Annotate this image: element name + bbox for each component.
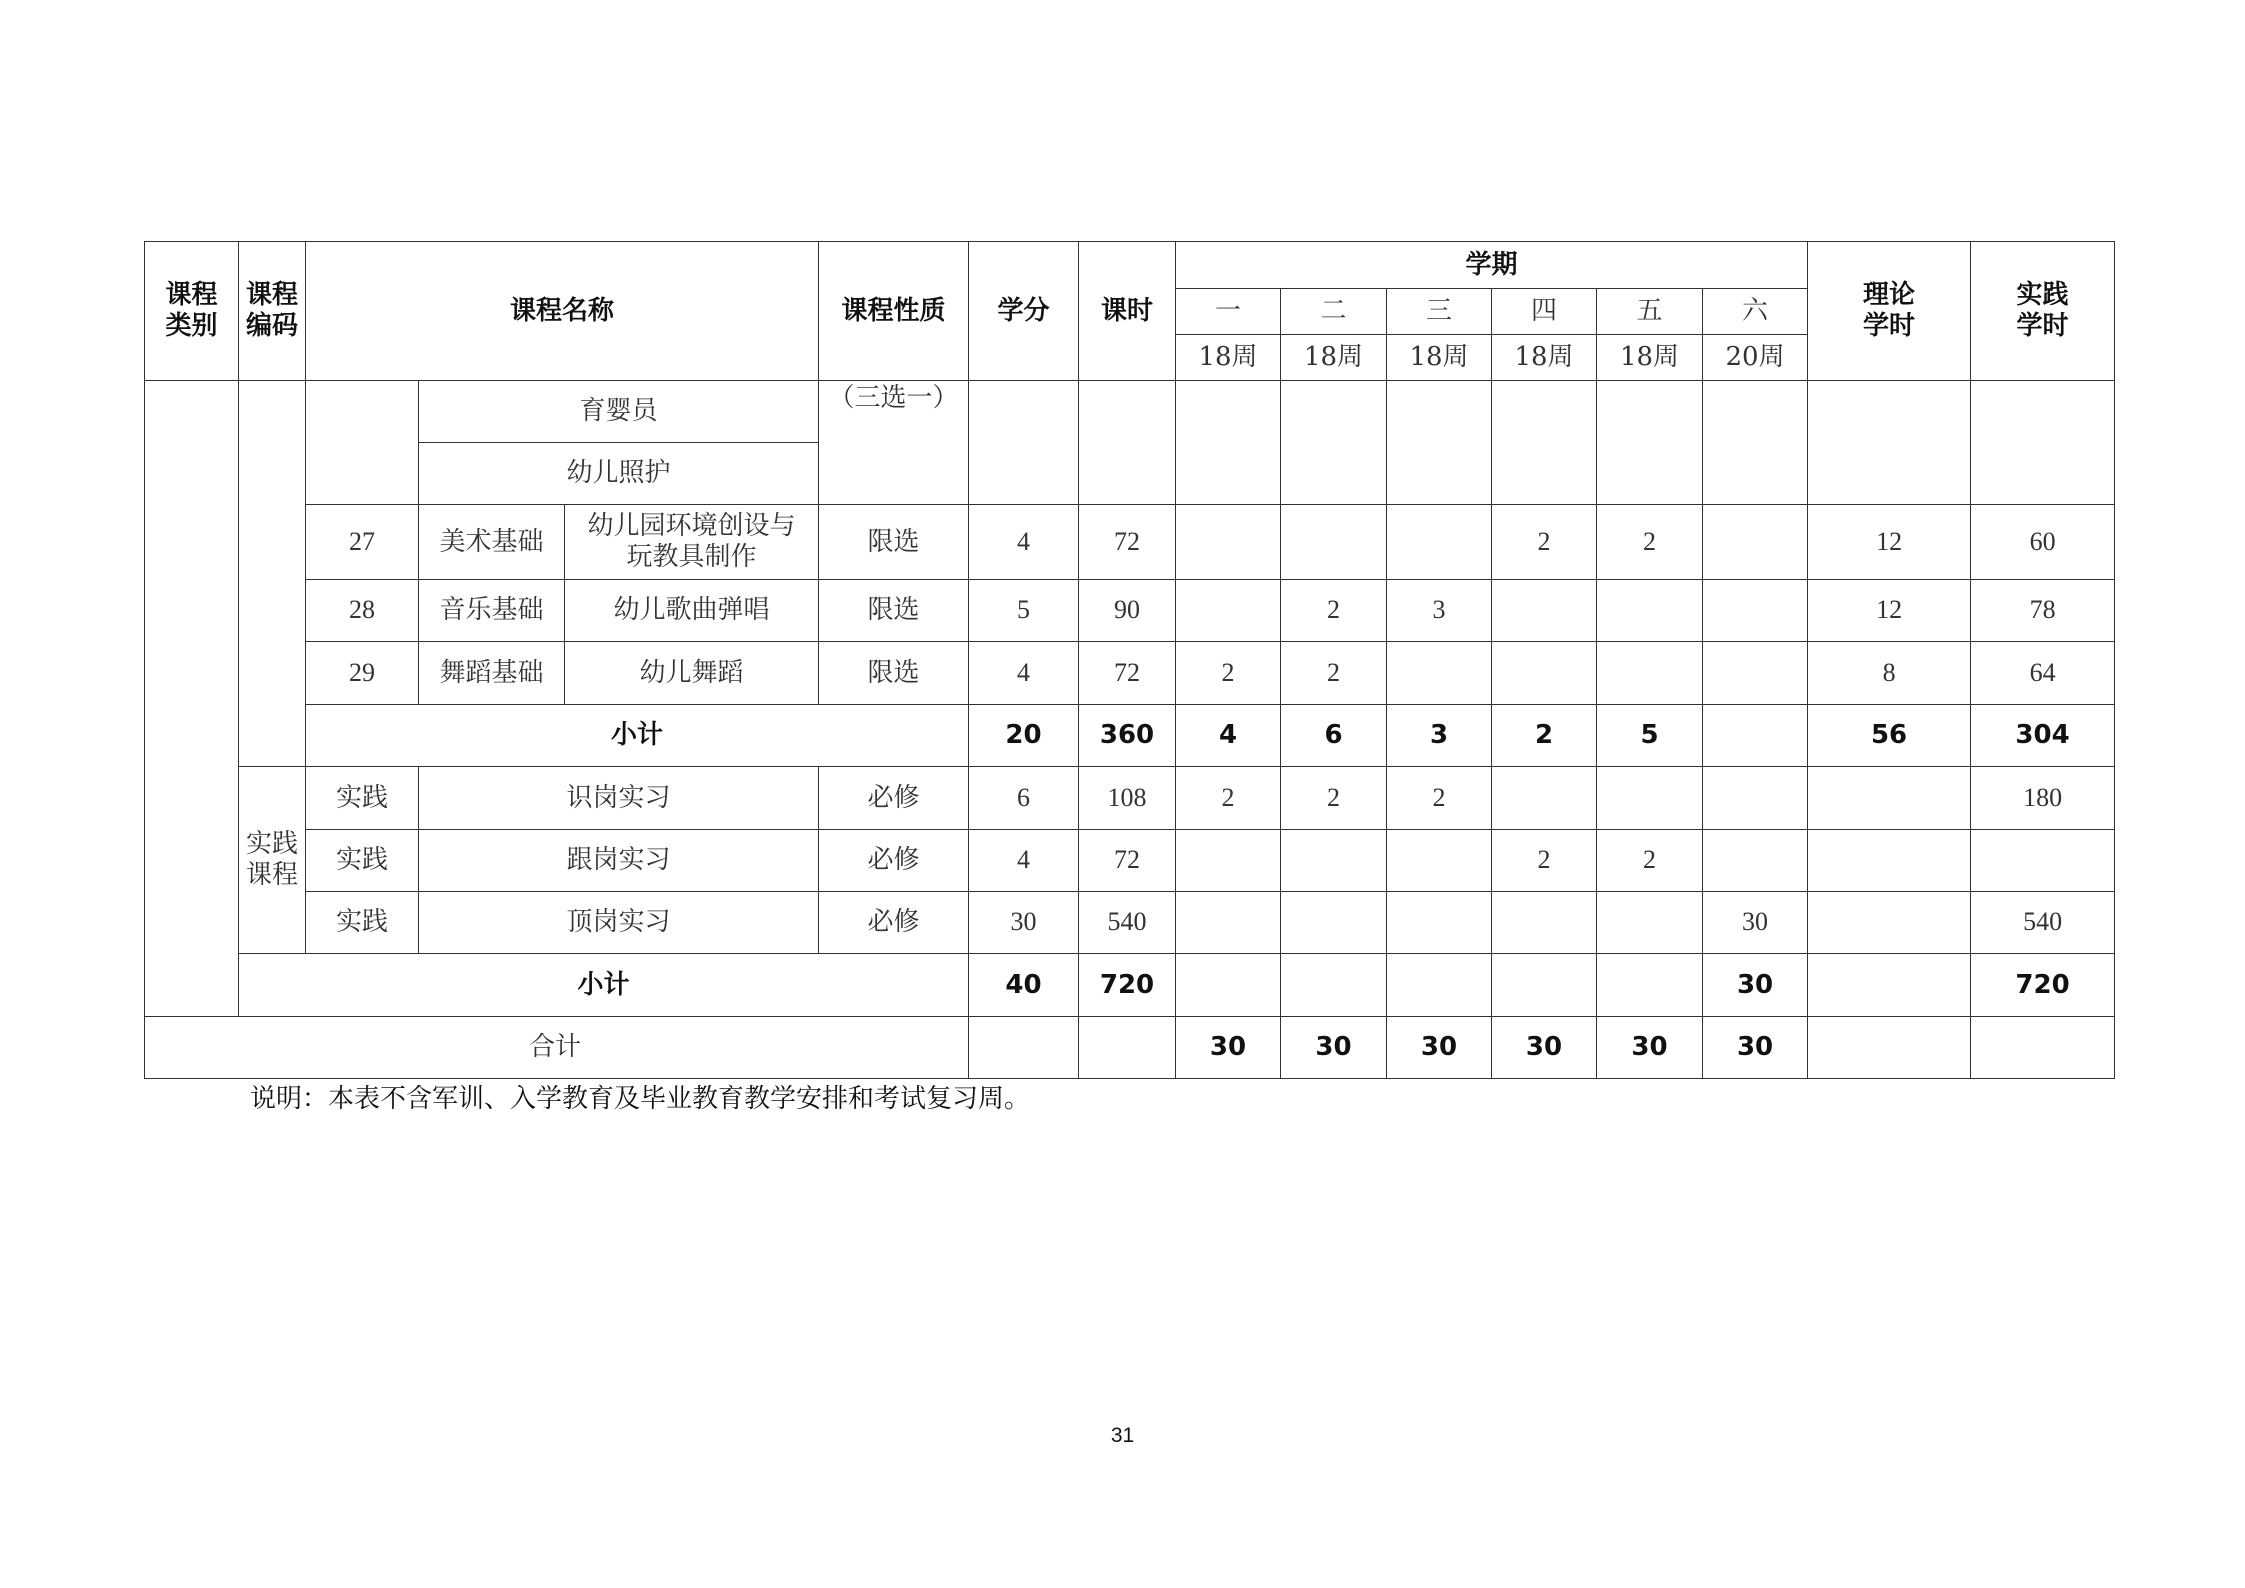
course-nature: 限选	[819, 580, 969, 642]
term-value	[1703, 505, 1808, 580]
term-value: 2	[1597, 505, 1703, 580]
term-value: 2	[1597, 830, 1703, 892]
course-nature: （三选一）	[819, 381, 969, 505]
term-value: 2	[1281, 642, 1387, 705]
course-name: 幼儿照护	[419, 443, 819, 505]
term-value: 2	[1492, 830, 1597, 892]
total-row	[145, 1017, 2115, 1079]
term-value	[1387, 642, 1492, 705]
subtotal-label: 小计	[239, 954, 969, 1017]
course-hours: 72	[1079, 505, 1176, 580]
table-row	[145, 381, 2115, 443]
empty-cell	[1703, 381, 1808, 505]
subtotal-row	[145, 954, 2115, 1017]
term-value	[1387, 892, 1492, 954]
subtotal-practice: 304	[1971, 705, 2115, 767]
course-name: 识岗实习	[419, 767, 819, 830]
table-row	[145, 767, 2115, 830]
course-nature: 必修	[819, 830, 969, 892]
curriculum-table	[144, 241, 2115, 1079]
course-name: 顶岗实习	[419, 892, 819, 954]
term-value	[1703, 642, 1808, 705]
term-value	[1492, 642, 1597, 705]
subtotal-theory: 56	[1808, 705, 1971, 767]
term-value: 2	[1281, 767, 1387, 830]
term-weeks: 18周	[1176, 335, 1281, 381]
term-value	[1176, 830, 1281, 892]
course-hours: 72	[1079, 642, 1176, 705]
empty-cell	[1387, 381, 1492, 505]
term-value	[1492, 580, 1597, 642]
practice-hours: 540	[1971, 892, 2115, 954]
total-term: 30	[1281, 1017, 1387, 1079]
total-term: 30	[1387, 1017, 1492, 1079]
total-term: 30	[1597, 1017, 1703, 1079]
practice-hours: 180	[1971, 767, 2115, 830]
category-cell	[145, 381, 239, 1017]
empty-cell	[1808, 381, 1971, 505]
term-weeks: 18周	[1281, 335, 1387, 381]
term-value: 2	[1492, 505, 1597, 580]
empty-cell	[1597, 381, 1703, 505]
term-label: 六	[1703, 289, 1808, 335]
course-code: 27	[306, 505, 419, 580]
course-group: 音乐基础	[419, 580, 565, 642]
table-row	[145, 892, 2115, 954]
practice-hours: 64	[1971, 642, 2115, 705]
subtotal-term: 5	[1597, 705, 1703, 767]
header-hours: 课时	[1079, 242, 1176, 381]
practice-hours	[1971, 830, 2115, 892]
subtotal-label: 小计	[306, 705, 969, 767]
header-row	[145, 242, 2115, 289]
table-note: 说明：本表不含军训、入学教育及毕业教育教学安排和考试复习周。	[250, 1084, 1031, 1114]
term-value: 30	[1703, 892, 1808, 954]
course-name: 幼儿歌曲弹唱	[565, 580, 819, 642]
subtotal-term	[1492, 954, 1597, 1017]
course-credit: 6	[969, 767, 1079, 830]
total-label: 合计	[145, 1017, 969, 1079]
practice-group: 实践 课程	[239, 767, 306, 954]
table-row	[145, 505, 2115, 580]
header-semester: 学期	[1176, 242, 1808, 289]
term-value	[1281, 892, 1387, 954]
term-value	[1597, 580, 1703, 642]
term-value	[1703, 767, 1808, 830]
course-name: 跟岗实习	[419, 830, 819, 892]
empty-cell	[1492, 381, 1597, 505]
code-cell	[306, 381, 419, 505]
subtotal-term	[1703, 705, 1808, 767]
term-value	[1281, 505, 1387, 580]
subtotal-theory	[1808, 954, 1971, 1017]
term-weeks: 18周	[1387, 335, 1492, 381]
term-value: 2	[1387, 767, 1492, 830]
course-code: 实践	[306, 892, 419, 954]
course-nature: 限选	[819, 505, 969, 580]
term-value	[1387, 505, 1492, 580]
practice-hours: 78	[1971, 580, 2115, 642]
course-code: 实践	[306, 767, 419, 830]
header-practice: 实践 学时	[1971, 242, 2115, 381]
theory-hours: 12	[1808, 580, 1971, 642]
theory-hours: 12	[1808, 505, 1971, 580]
empty-cell	[1281, 381, 1387, 505]
total-term: 30	[1703, 1017, 1808, 1079]
total-term: 30	[1176, 1017, 1281, 1079]
total-theory	[1808, 1017, 1971, 1079]
term-label: 二	[1281, 289, 1387, 335]
term-label: 三	[1387, 289, 1492, 335]
header-credit: 学分	[969, 242, 1079, 381]
term-weeks: 20周	[1703, 335, 1808, 381]
course-hours: 540	[1079, 892, 1176, 954]
table-row	[145, 580, 2115, 642]
course-name: 幼儿舞蹈	[565, 642, 819, 705]
term-value	[1176, 505, 1281, 580]
term-value	[1703, 830, 1808, 892]
header-name: 课程名称	[306, 242, 819, 381]
header-theory: 理论 学时	[1808, 242, 1971, 381]
course-credit: 30	[969, 892, 1079, 954]
term-value	[1176, 580, 1281, 642]
subtotal-row	[145, 705, 2115, 767]
subtotal-term: 30	[1703, 954, 1808, 1017]
term-value	[1281, 830, 1387, 892]
subtotal-term	[1597, 954, 1703, 1017]
term-value	[1176, 892, 1281, 954]
course-group: 舞蹈基础	[419, 642, 565, 705]
course-nature: 限选	[819, 642, 969, 705]
course-credit: 4	[969, 830, 1079, 892]
theory-hours	[1808, 892, 1971, 954]
term-weeks: 18周	[1597, 335, 1703, 381]
empty-cell	[1176, 381, 1281, 505]
empty-cell	[969, 381, 1079, 505]
table-row	[145, 642, 2115, 705]
header-category: 课程 类别	[145, 242, 239, 381]
term-label: 一	[1176, 289, 1281, 335]
term-value: 2	[1176, 767, 1281, 830]
course-hours: 108	[1079, 767, 1176, 830]
theory-hours	[1808, 830, 1971, 892]
theory-hours: 8	[1808, 642, 1971, 705]
course-nature: 必修	[819, 767, 969, 830]
course-credit: 5	[969, 580, 1079, 642]
term-value	[1492, 767, 1597, 830]
term-value: 2	[1281, 580, 1387, 642]
total-credit	[969, 1017, 1079, 1079]
term-value: 3	[1387, 580, 1492, 642]
subtotal-term	[1176, 954, 1281, 1017]
course-name: 幼儿园环境创设与 玩教具制作	[565, 505, 819, 580]
subtotal-term	[1281, 954, 1387, 1017]
course-hours: 72	[1079, 830, 1176, 892]
course-name: 育婴员	[419, 381, 819, 443]
term-value	[1597, 892, 1703, 954]
course-code: 29	[306, 642, 419, 705]
empty-cell	[1079, 381, 1176, 505]
subtotal-term: 2	[1492, 705, 1597, 767]
subtotal-practice: 720	[1971, 954, 2115, 1017]
subtotal-term: 6	[1281, 705, 1387, 767]
term-value	[1597, 642, 1703, 705]
subtotal-hours: 360	[1079, 705, 1176, 767]
term-label: 五	[1597, 289, 1703, 335]
course-code: 28	[306, 580, 419, 642]
subtotal-term: 3	[1387, 705, 1492, 767]
page-number: 31	[1110, 1424, 1135, 1447]
term-label: 四	[1492, 289, 1597, 335]
course-hours: 90	[1079, 580, 1176, 642]
theory-hours	[1808, 767, 1971, 830]
header-code: 课程 编码	[239, 242, 306, 381]
term-value	[1597, 767, 1703, 830]
group-cell	[239, 381, 306, 767]
course-code: 实践	[306, 830, 419, 892]
term-value	[1492, 892, 1597, 954]
course-credit: 4	[969, 642, 1079, 705]
course-nature: 必修	[819, 892, 969, 954]
term-value	[1703, 580, 1808, 642]
subtotal-term	[1387, 954, 1492, 1017]
term-value	[1387, 830, 1492, 892]
practice-hours: 60	[1971, 505, 2115, 580]
total-term: 30	[1492, 1017, 1597, 1079]
subtotal-term: 4	[1176, 705, 1281, 767]
table-row	[145, 830, 2115, 892]
course-credit: 4	[969, 505, 1079, 580]
total-practice	[1971, 1017, 2115, 1079]
course-group: 美术基础	[419, 505, 565, 580]
term-weeks: 18周	[1492, 335, 1597, 381]
header-nature: 课程性质	[819, 242, 969, 381]
subtotal-credit: 20	[969, 705, 1079, 767]
subtotal-credit: 40	[969, 954, 1079, 1017]
subtotal-hours: 720	[1079, 954, 1176, 1017]
term-value: 2	[1176, 642, 1281, 705]
total-hours	[1079, 1017, 1176, 1079]
empty-cell	[1971, 381, 2115, 505]
